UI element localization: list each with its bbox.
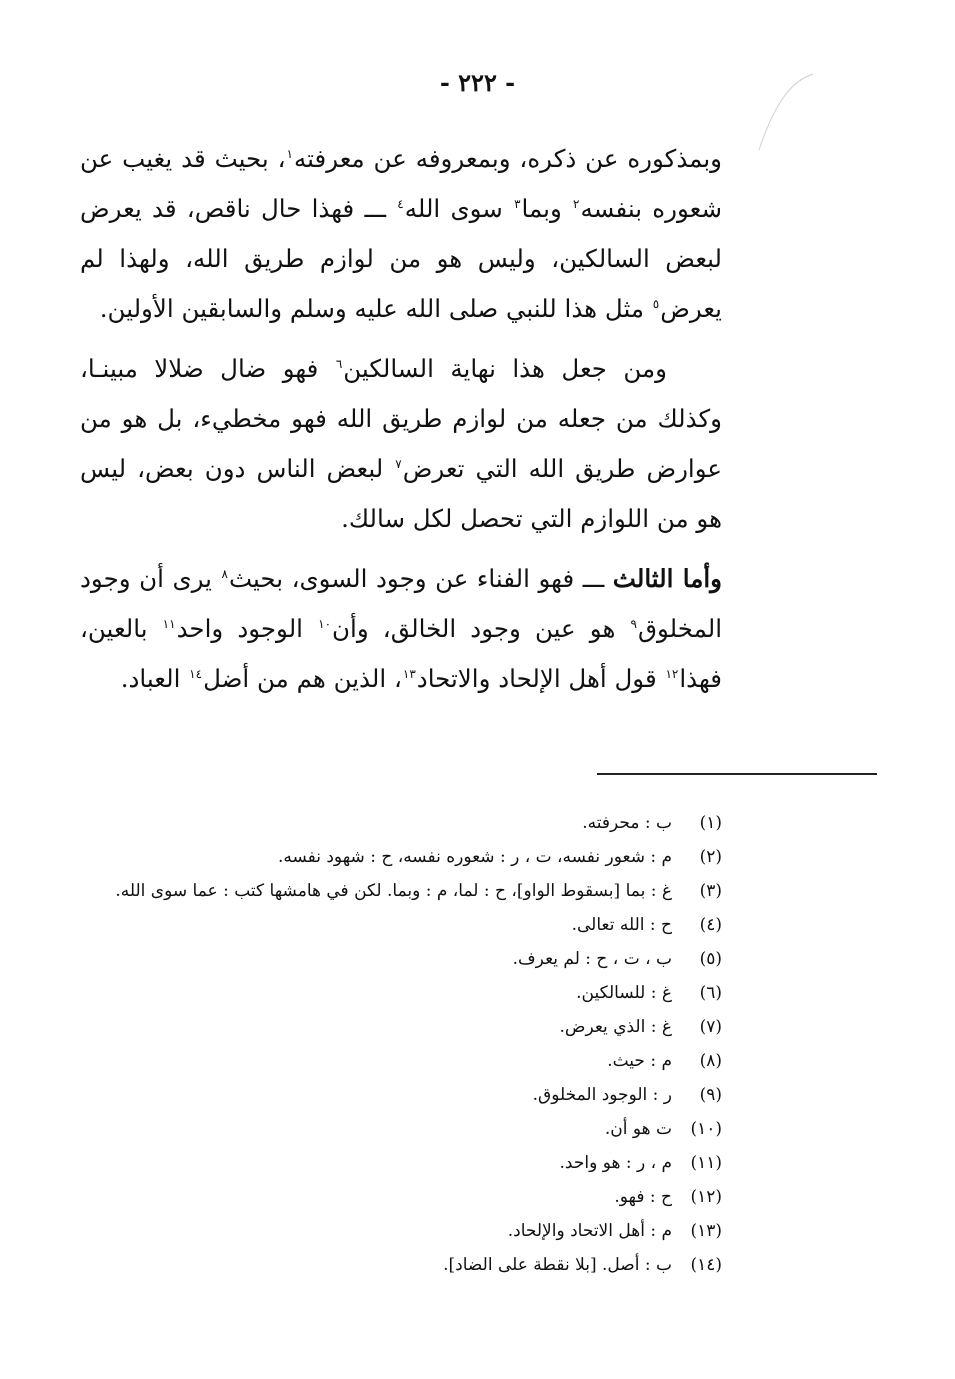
footnote-item (60, 1114, 722, 1144)
footnote-ref[interactable]: ٤ (397, 196, 404, 211)
footnote-text: ب : أصل. [بلا نقطة على الضاد]. (443, 1255, 672, 1275)
footnote-number: (١١) (690, 1153, 722, 1173)
footnote-number: (١) (699, 813, 722, 833)
footnote-item (60, 1012, 722, 1042)
text-run: ـــ فهو الفناء عن وجود السوى، بحيث (228, 564, 613, 593)
footnote-item (60, 978, 722, 1008)
text-run: فهو ضال ضلالا مبينـا، وكذلك من جعله من لوازم طريق الله فهو مخطيء، بل هو من عوارض طريق الله التي تعرض (80, 354, 722, 483)
footnote-item (60, 876, 722, 906)
footnote-number: (١٠) (690, 1119, 722, 1139)
footnote-separator (597, 773, 877, 775)
footnote-number: (٣) (699, 881, 722, 901)
footnote-ref[interactable]: ٣ (514, 196, 521, 211)
footnote-text: م : شعور نفسه، ت ، ر : شعوره نفسه، ح : شهود نفسه. (277, 847, 672, 867)
text-run: مثل هذا للنبي صلى الله عليه وسلم والسابقين الأولين. (99, 294, 652, 323)
text-run: العباد. (120, 664, 189, 693)
footnote-text: ت هو أن. (604, 1119, 672, 1139)
paragraph-2 (80, 344, 722, 544)
footnote-text: م ، ر : هو واحد. (559, 1153, 672, 1173)
text-run: ، بحيث قد يغيب عن شعوره بنفسه (80, 144, 722, 223)
footnote-item (60, 1250, 722, 1280)
text-run: ـــ فهذا حال ناقص، قد يعرض لبعض السالكين، وليس هو من لوازم طريق الله، ولهذا لم يعرض (80, 194, 722, 323)
footnote-ref[interactable]: ١٠ (318, 616, 332, 631)
text-run: وبمذكوره عن ذكره، وبمعروفه عن معرفته (293, 144, 722, 173)
footnote-text: ب ، ت ، ح : لم يعرف. (512, 949, 672, 969)
footnote-ref[interactable]: ١١ (162, 616, 176, 631)
footnote-ref[interactable]: ٥ (652, 296, 660, 311)
text-run: وبما (521, 194, 573, 223)
footnote-text: ب : محرفته. (582, 813, 672, 833)
text-run: قول أهل الإلحاد والاتحاد (416, 664, 665, 693)
footnote-item (60, 1148, 722, 1178)
text-run: بالعين، فهذا (80, 614, 722, 693)
footnote-text: ر : الوجود المخلوق. (532, 1085, 672, 1105)
footnote-item (60, 1080, 722, 1110)
text-run: يرى أن وجود المخلوق (80, 564, 723, 643)
text-run: ، الذين هم من أضل (203, 664, 402, 693)
footnote-ref[interactable]: ١٢ (665, 666, 679, 681)
section-heading: وأما الثالث (612, 564, 722, 593)
footnote-ref[interactable]: ٧ (395, 456, 402, 471)
footnote-ref[interactable]: ٦ (335, 356, 343, 371)
footnote-number: (٩) (699, 1085, 722, 1105)
footnote-text: ح : فهو. (614, 1187, 672, 1207)
footnote-text: م : حيث. (607, 1051, 672, 1071)
paragraph-1 (80, 134, 722, 334)
footnote-item (60, 910, 722, 940)
footnote-item (60, 808, 722, 838)
footnote-number: (١٢) (690, 1187, 722, 1207)
footnote-number: (٧) (699, 1017, 722, 1037)
footnote-item (60, 1046, 722, 1076)
footnote-number: (٨) (699, 1051, 722, 1071)
footnotes-list (60, 808, 722, 1284)
footnote-item (60, 1216, 722, 1246)
footnote-number: (٢) (699, 847, 722, 867)
footnote-ref[interactable]: ١٤ (189, 666, 203, 681)
footnote-number: (١٤) (690, 1255, 722, 1275)
page-number: - ٢٢٢ - (439, 68, 516, 97)
text-run: لبعض الناس دون بعض، ليس هو من اللوازم التي تحصل لكل سالك. (80, 454, 722, 533)
footnote-ref[interactable]: ٩ (630, 616, 637, 631)
footnote-text: غ : للسالكين. (576, 983, 672, 1003)
footnote-number: (٦) (699, 983, 722, 1003)
text-run: ومن جعل هذا نهاية السالكين (343, 354, 667, 383)
footnote-ref[interactable]: ٢ (573, 196, 580, 211)
footnote-number: (٤) (699, 915, 722, 935)
footnote-number: (١٣) (690, 1221, 722, 1241)
text-run: الوجود واحد (176, 614, 318, 643)
paragraph-3 (80, 554, 722, 704)
footnote-item (60, 842, 722, 872)
footnote-text: غ : الذي يعرض. (559, 1017, 672, 1037)
footnote-item (60, 1182, 722, 1212)
main-text (80, 134, 722, 714)
footnote-ref[interactable]: ٨ (221, 566, 228, 581)
text-run: هو عين وجود الخالق، وأن (332, 614, 630, 643)
footnote-item (60, 944, 722, 974)
footnote-number: (٥) (699, 949, 722, 969)
footnote-ref[interactable]: ١ (286, 146, 293, 161)
footnote-text: غ : بما [بسقوط الواو]، ح : لما، م : وبما. لكن في هامشها كتب : عما سوى الله. (115, 881, 672, 901)
footnote-ref[interactable]: ١٣ (402, 666, 416, 681)
footnote-text: م : أهل الاتحاد والإلحاد. (507, 1221, 672, 1241)
text-run: سوى الله (404, 194, 514, 223)
footnote-text: ح : الله تعالى. (571, 915, 672, 935)
